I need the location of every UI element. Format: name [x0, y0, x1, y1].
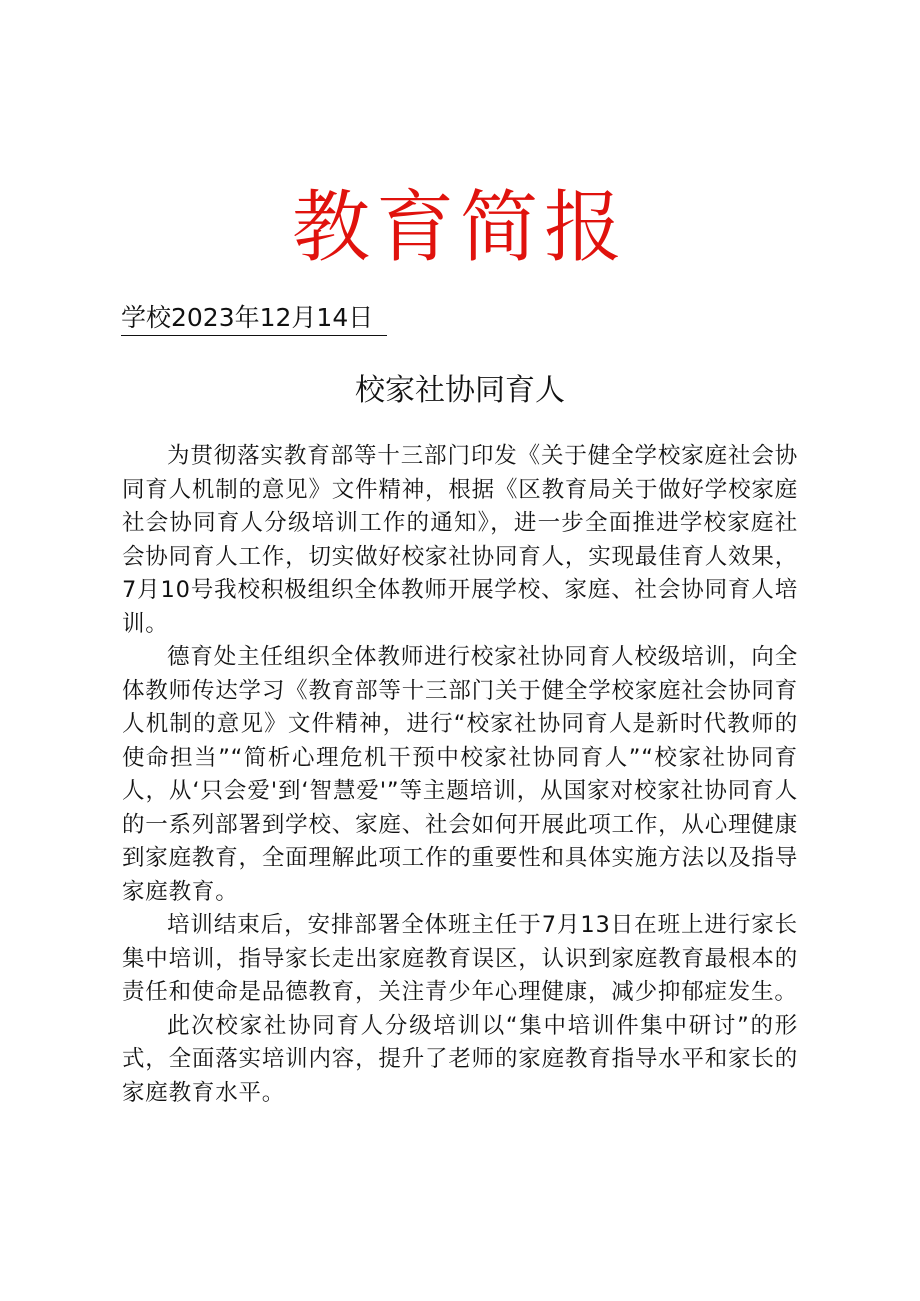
- article-paragraph-2: 德育处主任组织全体教师进行校家社协同育人校级培训，向全体教师传达学习《教育部等十三部门关于健全学校家庭社会协同育人机制的意见》文件精神，进行“校家社协同育人是新时代教师的使命担当”“简析心理危机干预中校家社协同育人”“校家社协同育人，从‘只会爱'到‘智慧爱'”等主题培训，从国家对校家社协同育人的一系列部署到学校、家庭、社会如何开展此项工作，从心理健康到家庭教育，全面理解此项工作的重要性和具体实施方法以及指导家庭教育。: [122, 644, 798, 905]
- newsletter-masthead: 教育简报: [291, 183, 628, 273]
- dateline-underline: [121, 335, 387, 336]
- article-body: [122, 440, 798, 1110]
- article-paragraph-4: 此次校家社协同育人分级培训以“集中培训件集中研讨”的形式，全面落实培训内容，提升了老师的家庭教育指导水平和家长的家庭教育水平。: [122, 1012, 798, 1106]
- school-dateline: 学校2023年12月14日: [121, 303, 374, 332]
- article-paragraph-1: 为贯彻落实教育部等十三部门印发《关于健全学校家庭社会协同育人机制的意见》文件精神，根据《区教育局关于做好学校家庭社会协同育人分级培训工作的通知》，进一步全面推进学校家庭社会协同育人工作，切实做好校家社协同育人，实现最佳育人效果，7月10号我校积极组织全体教师开展学校、家庭、社会协同育人培训。: [122, 443, 798, 637]
- article-title: 校家社协同育人: [355, 373, 565, 408]
- article-paragraph-3: 培训结束后，安排部署全体班主任于7月13日在班上进行家长集中培训，指导家长走出家庭教育误区，认识到家庭教育最根本的责任和使命是品德教育，关注青少年心理健康，减少抑郁症发生。: [122, 912, 798, 1005]
